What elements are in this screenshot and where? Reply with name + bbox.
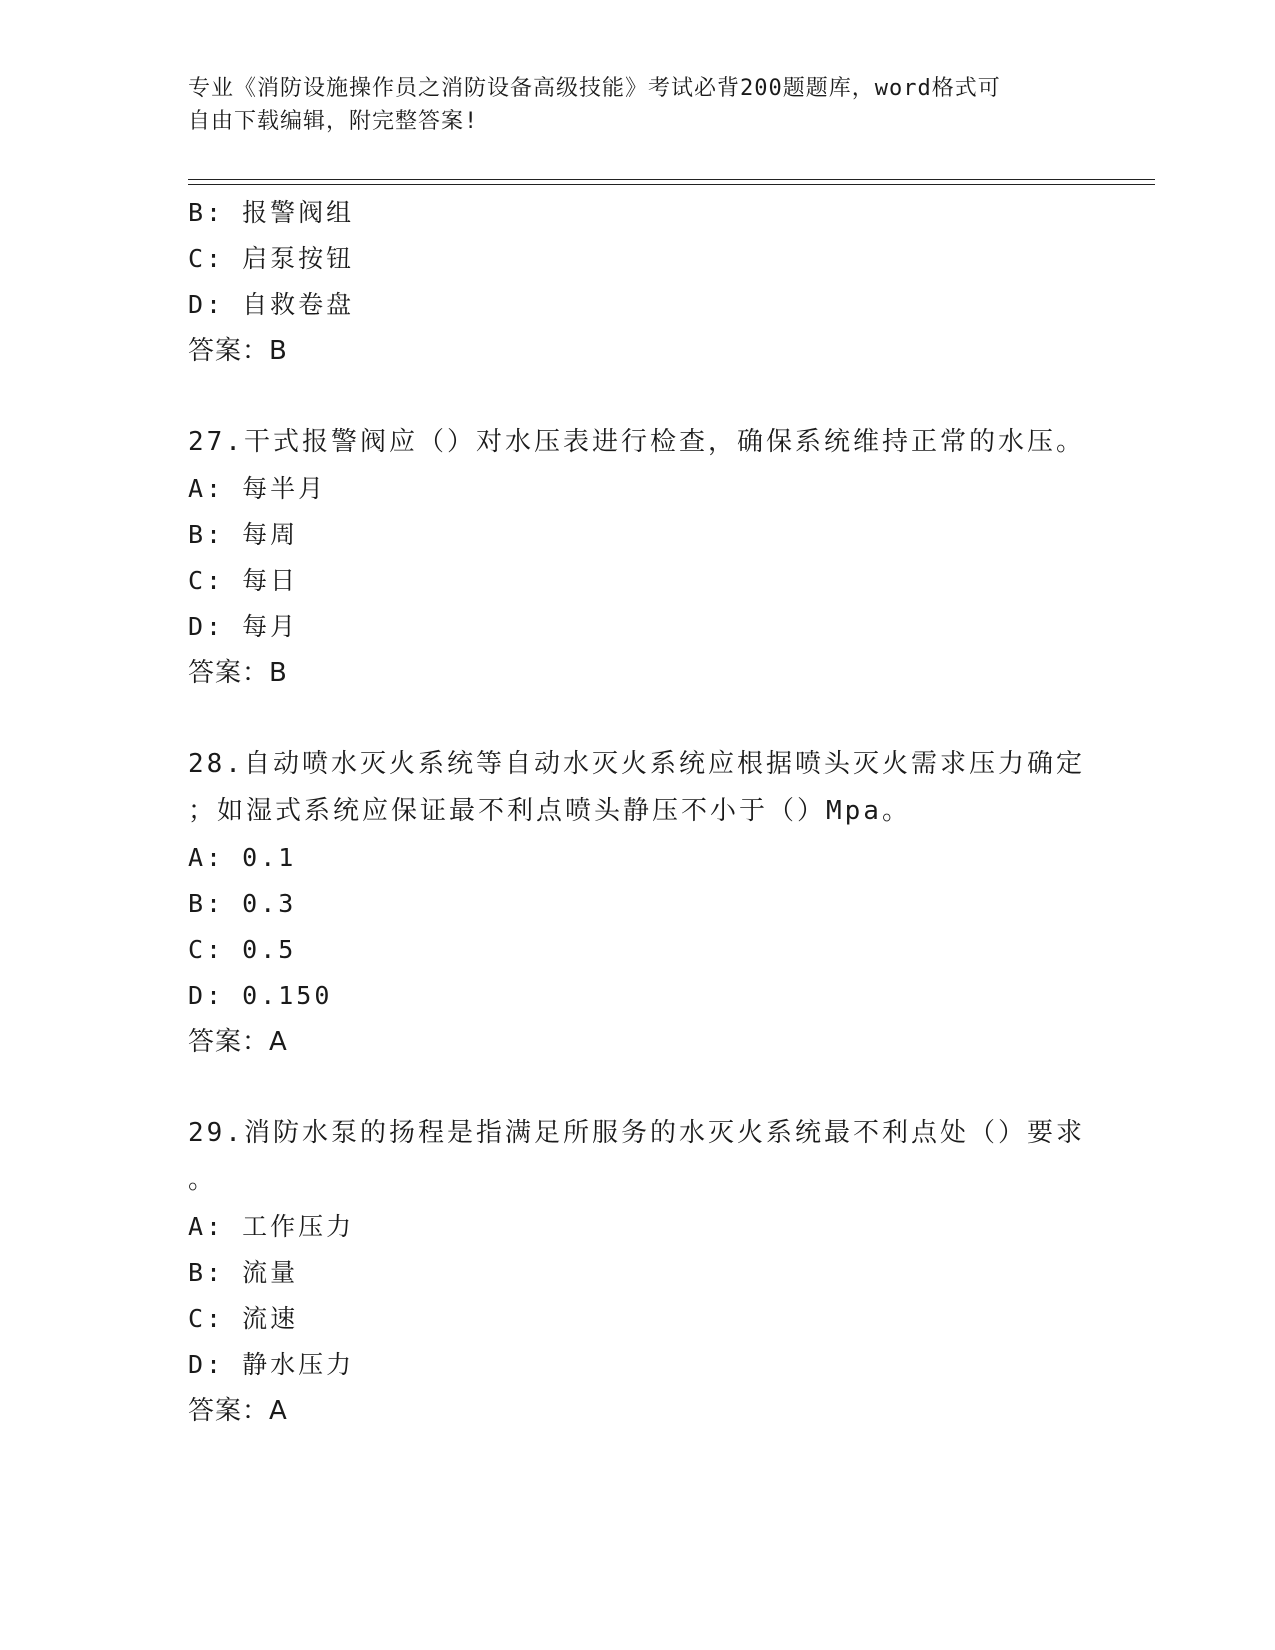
option-b: B: 流量 bbox=[188, 1258, 299, 1287]
header-title-line-2: 自由下载编辑，附完整答案! bbox=[188, 109, 479, 134]
option-b: B: 0.3 bbox=[188, 889, 297, 918]
header-divider-top bbox=[188, 179, 1155, 180]
option-a: A: 工作压力 bbox=[188, 1212, 355, 1241]
document-header bbox=[188, 72, 1088, 138]
question-list bbox=[188, 190, 1148, 1434]
option-a: A: 每半月 bbox=[188, 474, 327, 503]
answer-line: 答案：A bbox=[188, 1027, 288, 1057]
option-d: D: 0.150 bbox=[188, 981, 333, 1010]
option-a: A: 0.1 bbox=[188, 843, 297, 872]
option-b: B: 报警阀组 bbox=[188, 198, 355, 227]
question-text: 28.自动喷水灭火系统等自动水灭火系统应根据喷头灭火需求压力确定 bbox=[188, 749, 1085, 779]
header-divider-bottom bbox=[188, 184, 1155, 185]
option-b: B: 每周 bbox=[188, 520, 299, 549]
option-c: C: 流速 bbox=[188, 1304, 299, 1333]
option-c: C: 启泵按钮 bbox=[188, 244, 355, 273]
option-d: D: 每月 bbox=[188, 612, 299, 641]
option-d: D: 自救卷盘 bbox=[188, 290, 355, 319]
question-block-26 bbox=[188, 190, 1148, 374]
question-text-continued: 。 bbox=[188, 1165, 218, 1195]
question-block-28 bbox=[188, 741, 1148, 1065]
question-text: 27.干式报警阀应（）对水压表进行检查，确保系统维持正常的水压。 bbox=[188, 427, 1085, 457]
option-c: C: 0.5 bbox=[188, 935, 297, 964]
option-c: C: 每日 bbox=[188, 566, 299, 595]
spacer bbox=[188, 1065, 1148, 1110]
answer-line: 答案：A bbox=[188, 1396, 288, 1426]
answer-line: 答案：B bbox=[188, 658, 288, 688]
question-block-27 bbox=[188, 419, 1148, 696]
spacer bbox=[188, 696, 1148, 741]
header-title-line-1: 专业《消防设施操作员之消防设备高级技能》考试必背200题题库，word格式可 bbox=[188, 76, 1001, 101]
option-d: D: 静水压力 bbox=[188, 1350, 355, 1379]
answer-line: 答案：B bbox=[188, 336, 288, 366]
question-block-29 bbox=[188, 1110, 1148, 1434]
question-text: 29.消防水泵的扬程是指满足所服务的水灭火系统最不利点处（）要求 bbox=[188, 1118, 1085, 1148]
question-text-continued: ；如湿式系统应保证最不利点喷头静压不小于（）Mpa。 bbox=[188, 796, 911, 826]
spacer bbox=[188, 374, 1148, 419]
